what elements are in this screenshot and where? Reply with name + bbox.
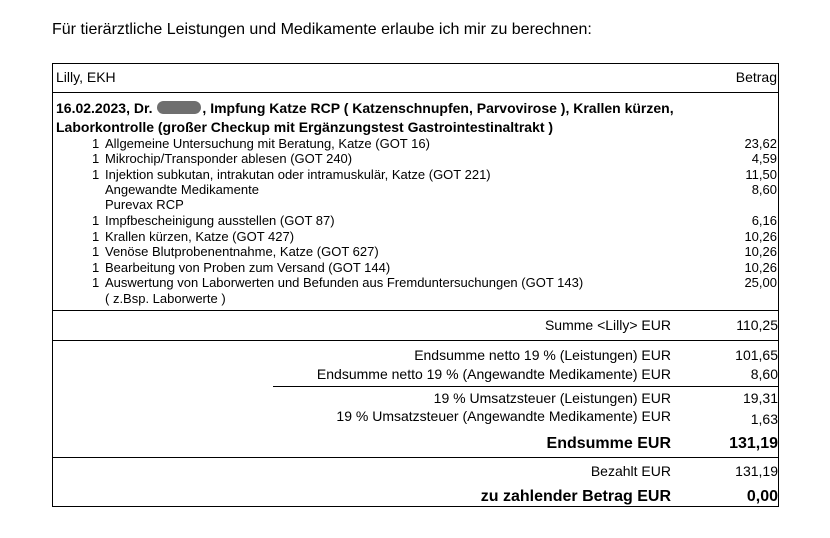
visit-title-line2: Laborkontrolle (großer Checkup mit Ergänzungstest Gastrointestinaltrakt )	[56, 119, 554, 135]
item-desc: Purevax RCP	[105, 197, 184, 212]
item-desc: Impfbescheinigung ausstellen (GOT 87)	[105, 213, 335, 228]
total-value: 131,19	[729, 435, 778, 452]
vat-meds-label: 19 % Umsatzsteuer (Angewandte Medikamente) EUR	[336, 408, 671, 424]
subtotal-label: Summe <Lilly> EUR	[544, 317, 671, 333]
header-divider	[52, 92, 779, 93]
item-desc: Injektion subkutan, intrakutan oder intramuskulär, Katze (GOT 221)	[105, 167, 491, 182]
item-amount: 6,16	[751, 213, 777, 228]
item-amount: 11,50	[745, 167, 777, 182]
item-desc: Mikrochip/Transponder ablesen (GOT 240)	[105, 151, 353, 166]
patient-name: Lilly, EKH	[56, 69, 116, 85]
item-amount: 8,60	[751, 182, 777, 197]
net-meds-label: Endsumme netto 19 % (Angewandte Medikamente) EUR	[316, 366, 671, 382]
item-desc: Auswertung von Laborwerten und Befunden aus Fremduntersuchungen (GOT 143)	[105, 275, 584, 290]
items-divider	[52, 310, 779, 311]
item-desc: Krallen kürzen, Katze (GOT 427)	[105, 229, 295, 244]
item-amount: 10,26	[744, 229, 777, 244]
intro-text: Für tierärztliche Leistungen und Medikamente erlaube ich mir zu berechnen:	[52, 21, 592, 38]
amount-column-header: Betrag	[735, 69, 777, 85]
paid-label: Bezahlt EUR	[590, 463, 671, 479]
item-qty: 1	[92, 213, 100, 228]
net-meds-value: 8,60	[750, 366, 778, 382]
visit-date-doctor: 16.02.2023, Dr.	[56, 100, 153, 116]
vat-services-value: 19,31	[742, 390, 778, 406]
item-qty: 1	[92, 260, 100, 275]
item-desc: Bearbeitung von Proben zum Versand (GOT 144)	[105, 260, 391, 275]
item-desc: Allgemeine Untersuchung mit Beratung, Katze (GOT 16)	[105, 136, 430, 151]
paid-value: 131,19	[735, 463, 778, 479]
total-divider	[52, 457, 779, 458]
subtotal-divider	[52, 340, 779, 341]
item-qty: 1	[92, 151, 100, 166]
item-qty: 1	[92, 275, 100, 290]
item-qty: 1	[92, 167, 100, 182]
item-qty: 1	[92, 136, 100, 151]
item-desc: Angewandte Medikamente	[105, 182, 259, 197]
item-amount: 10,26	[744, 244, 777, 259]
vat-services-label: 19 % Umsatzsteuer (Leistungen) EUR	[433, 390, 671, 406]
visit-title-rest: , Impfung Katze RCP ( Katzenschnupfen, Parvovirose ), Krallen kürzen,	[202, 100, 674, 116]
redacted-name	[157, 101, 201, 114]
item-desc: ( z.Bsp. Laborwerte )	[105, 291, 226, 306]
amount-due-value: 0,00	[746, 488, 778, 505]
item-amount: 10,26	[744, 260, 777, 275]
item-qty: 1	[92, 229, 100, 244]
subtotal-value: 110,25	[736, 317, 778, 333]
amount-due-label: zu zahlender Betrag EUR	[480, 488, 671, 505]
item-qty: 1	[92, 244, 100, 259]
item-amount: 4,59	[751, 151, 777, 166]
net-services-value: 101,65	[735, 347, 778, 363]
vat-meds-value: 1,63	[750, 411, 778, 427]
total-label: Endsumme EUR	[546, 435, 671, 452]
net-services-label: Endsumme netto 19 % (Leistungen) EUR	[414, 347, 671, 363]
visit-title-line1	[56, 100, 674, 116]
item-desc: Venöse Blutprobenentnahme, Katze (GOT 627)	[105, 244, 379, 259]
item-amount: 25,00	[744, 275, 777, 290]
item-amount: 23,62	[744, 136, 777, 151]
net-divider	[273, 386, 779, 387]
